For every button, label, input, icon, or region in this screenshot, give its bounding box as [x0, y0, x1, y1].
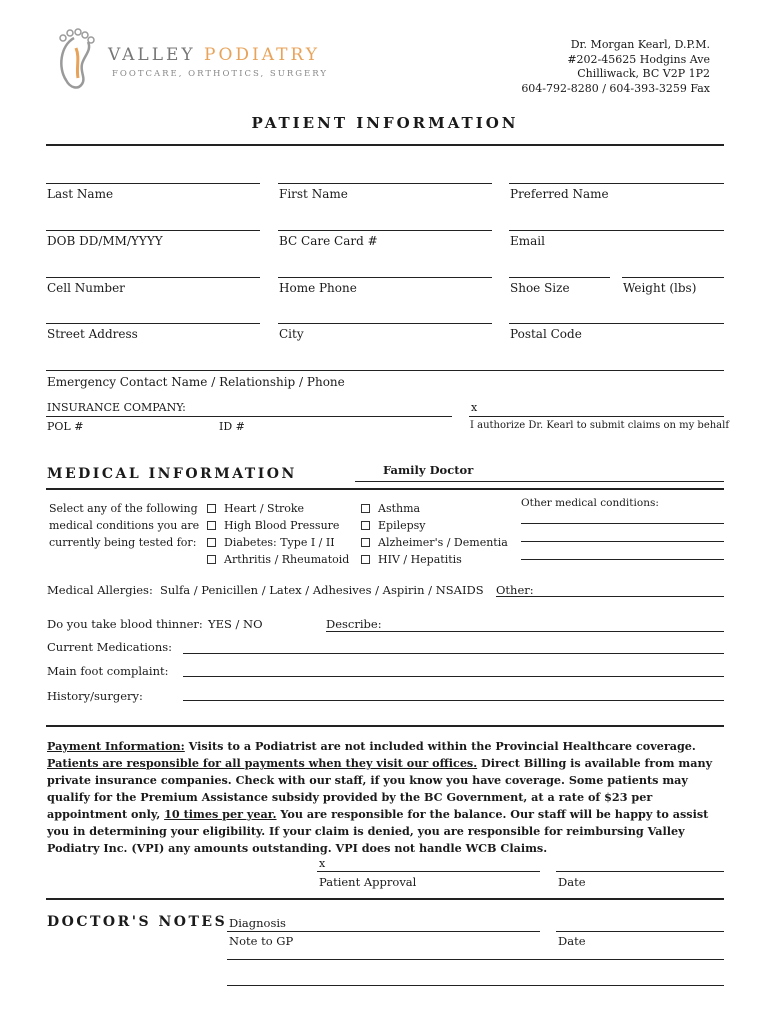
family-doctor-field[interactable] — [355, 481, 724, 482]
clinic-phones: 604-792-8280 / 604-393-3259 Fax — [521, 81, 710, 95]
family-doctor-label: Family Doctor — [383, 463, 474, 477]
conditions-col1 — [207, 500, 349, 568]
first-name-field[interactable] — [278, 183, 492, 184]
city-field[interactable] — [278, 323, 492, 324]
other-conditions-field-1[interactable] — [521, 523, 724, 524]
main-complaint-field[interactable] — [183, 676, 724, 677]
care-card-field[interactable] — [278, 230, 492, 231]
current-meds-label: Current Medications: — [47, 640, 173, 654]
allergies-other-label: Other: — [496, 583, 534, 597]
doctor-name: Dr. Morgan Kearl, D.P.M. — [570, 38, 710, 51]
diagnosis-field[interactable] — [227, 931, 540, 932]
clinic-name-podiatry: PODIATRY — [204, 45, 320, 65]
dob-field[interactable] — [46, 230, 260, 231]
address-line-1: #202-45625 Hodgins Ave — [567, 52, 710, 66]
checkbox-icon[interactable] — [207, 504, 216, 513]
checkbox-icon[interactable] — [361, 555, 370, 564]
checkbox-icon[interactable] — [207, 521, 216, 530]
allergies-label: Medical Allergies: — [47, 583, 153, 597]
shoe-size-label: Shoe Size — [510, 281, 570, 295]
select-text-1: Select any of the following — [49, 502, 198, 515]
weight-field[interactable] — [622, 277, 724, 278]
medical-divider — [46, 488, 724, 490]
id-label: ID # — [219, 420, 245, 433]
main-complaint-label: Main foot complaint: — [47, 664, 169, 678]
select-text-2: medical conditions you are — [49, 519, 200, 532]
other-conditions-field-3[interactable] — [521, 559, 724, 560]
pol-label: POL # — [47, 420, 84, 433]
care-card-label: BC Care Card # — [279, 234, 378, 248]
notes-field-1[interactable] — [227, 959, 724, 960]
authorize-label: I authorize Dr. Kearl to submit claims on my behalf — [470, 420, 730, 431]
history-label: History/surgery: — [47, 689, 143, 703]
last-name-field[interactable] — [46, 183, 260, 184]
postal-field[interactable] — [509, 323, 724, 324]
last-name-label: Last Name — [47, 187, 114, 201]
describe-field[interactable] — [326, 631, 724, 632]
payment-heading: Payment Information: — [47, 739, 185, 753]
history-field[interactable] — [183, 700, 724, 701]
clinic-name — [108, 45, 320, 65]
patient-approval-label: Patient Approval — [319, 875, 417, 889]
foot-logo-icon — [52, 28, 102, 96]
other-conditions-label: Other medical conditions: — [521, 497, 659, 509]
cell-label: Cell Number — [47, 281, 125, 295]
allergies-list: Sulfa / Penicillen / Latex / Adhesives / Aspirin / NSAIDS — [160, 583, 484, 597]
insurance-label: INSURANCE COMPANY: — [47, 401, 186, 414]
postal-label: Postal Code — [510, 327, 582, 341]
condition-alzheimers[interactable]: Alzheimer's / Dementia — [361, 534, 508, 551]
address-line-2: Chilliwack, BC V2P 1P2 — [577, 67, 710, 80]
home-phone-label: Home Phone — [279, 281, 357, 295]
title-divider — [46, 144, 724, 146]
current-meds-field[interactable] — [183, 653, 724, 654]
describe-label: Describe: — [326, 617, 382, 631]
allergies-other-field[interactable] — [496, 596, 724, 597]
blood-thinner-label: Do you take blood thinner: — [47, 617, 203, 631]
payment-information: Payment Information: Visits to a Podiatrist are not included within the Provincial Healthcare coverage. Patients are responsible for all payments when they visit our offices. Direct Billing is available from many private insurance companies. Check with our staff, if you know you have coverage. Some patients may qualify for the Premium Assistance subsidy provided by the BC Government, at a rate of $23 per appointment only, 10 times per year. You are responsible for the balance. Our staff will be happy to assist you in determining your eligibility. If your claim is denied, you are responsible for reimbursing Valley Podiatry Inc. (VPI) any amounts outstanding. VPI does not handle WCB Claims. — [47, 739, 713, 855]
approval-x: x — [319, 857, 326, 870]
clinic-name-valley: VALLEY — [108, 45, 196, 65]
other-conditions-field-2[interactable] — [521, 541, 724, 542]
clinic-address — [521, 38, 710, 96]
condition-asthma[interactable]: Asthma — [361, 500, 508, 517]
authorize-signature-field[interactable] — [469, 416, 724, 417]
condition-heart[interactable]: Heart / Stroke — [207, 500, 349, 517]
checkbox-icon[interactable] — [207, 555, 216, 564]
emergency-field[interactable] — [46, 370, 724, 371]
street-field[interactable] — [46, 323, 260, 324]
select-text-3: currently being tested for: — [49, 536, 197, 549]
home-phone-field[interactable] — [278, 277, 492, 278]
patient-approval-field[interactable] — [317, 871, 540, 872]
weight-label: Weight (lbs) — [623, 281, 697, 295]
condition-hiv[interactable]: HIV / Hepatitis — [361, 551, 508, 568]
condition-diabetes[interactable]: Diabetes: Type I / II — [207, 534, 349, 551]
preferred-name-label: Preferred Name — [510, 187, 609, 201]
page-title: PATIENT INFORMATION — [251, 114, 519, 132]
payment-divider — [46, 725, 724, 727]
conditions-col2 — [361, 500, 508, 568]
insurance-field[interactable] — [46, 416, 452, 417]
shoe-size-field[interactable] — [509, 277, 610, 278]
preferred-name-field[interactable] — [509, 183, 724, 184]
notes-date-label: Date — [558, 934, 586, 948]
notes-date-field[interactable] — [556, 931, 724, 932]
condition-bp[interactable]: High Blood Pressure — [207, 517, 349, 534]
condition-arthritis[interactable]: Arthritis / Rheumatoid — [207, 551, 349, 568]
notes-heading: DOCTOR'S NOTES — [47, 914, 228, 930]
checkbox-icon[interactable] — [361, 504, 370, 513]
approval-date-label: Date — [558, 875, 586, 889]
diagnosis-label: Diagnosis — [229, 916, 286, 930]
approval-date-field[interactable] — [556, 871, 724, 872]
note-gp-label: Note to GP — [229, 934, 294, 948]
first-name-label: First Name — [279, 187, 348, 201]
clinic-logo — [52, 28, 102, 96]
yes-no-option[interactable]: YES / NO — [208, 617, 263, 631]
condition-epilepsy[interactable]: Epilepsy — [361, 517, 508, 534]
cell-field[interactable] — [46, 277, 260, 278]
checkbox-icon[interactable] — [361, 521, 370, 530]
notes-field-2[interactable] — [227, 985, 724, 986]
checkbox-icon[interactable] — [361, 538, 370, 547]
select-conditions-text — [49, 500, 199, 551]
street-label: Street Address — [47, 327, 138, 341]
email-field[interactable] — [509, 230, 724, 231]
notes-divider — [46, 898, 724, 900]
medical-heading: MEDICAL INFORMATION — [47, 466, 297, 482]
clinic-tagline: FOOTCARE, ORTHOTICS, SURGERY — [112, 69, 329, 79]
email-label: Email — [510, 234, 545, 248]
dob-label: DOB DD/MM/YYYY — [47, 234, 163, 248]
emergency-label: Emergency Contact Name / Relationship / Phone — [47, 375, 345, 389]
city-label: City — [279, 327, 304, 341]
checkbox-icon[interactable] — [207, 538, 216, 547]
insurance-x: x — [471, 401, 478, 414]
